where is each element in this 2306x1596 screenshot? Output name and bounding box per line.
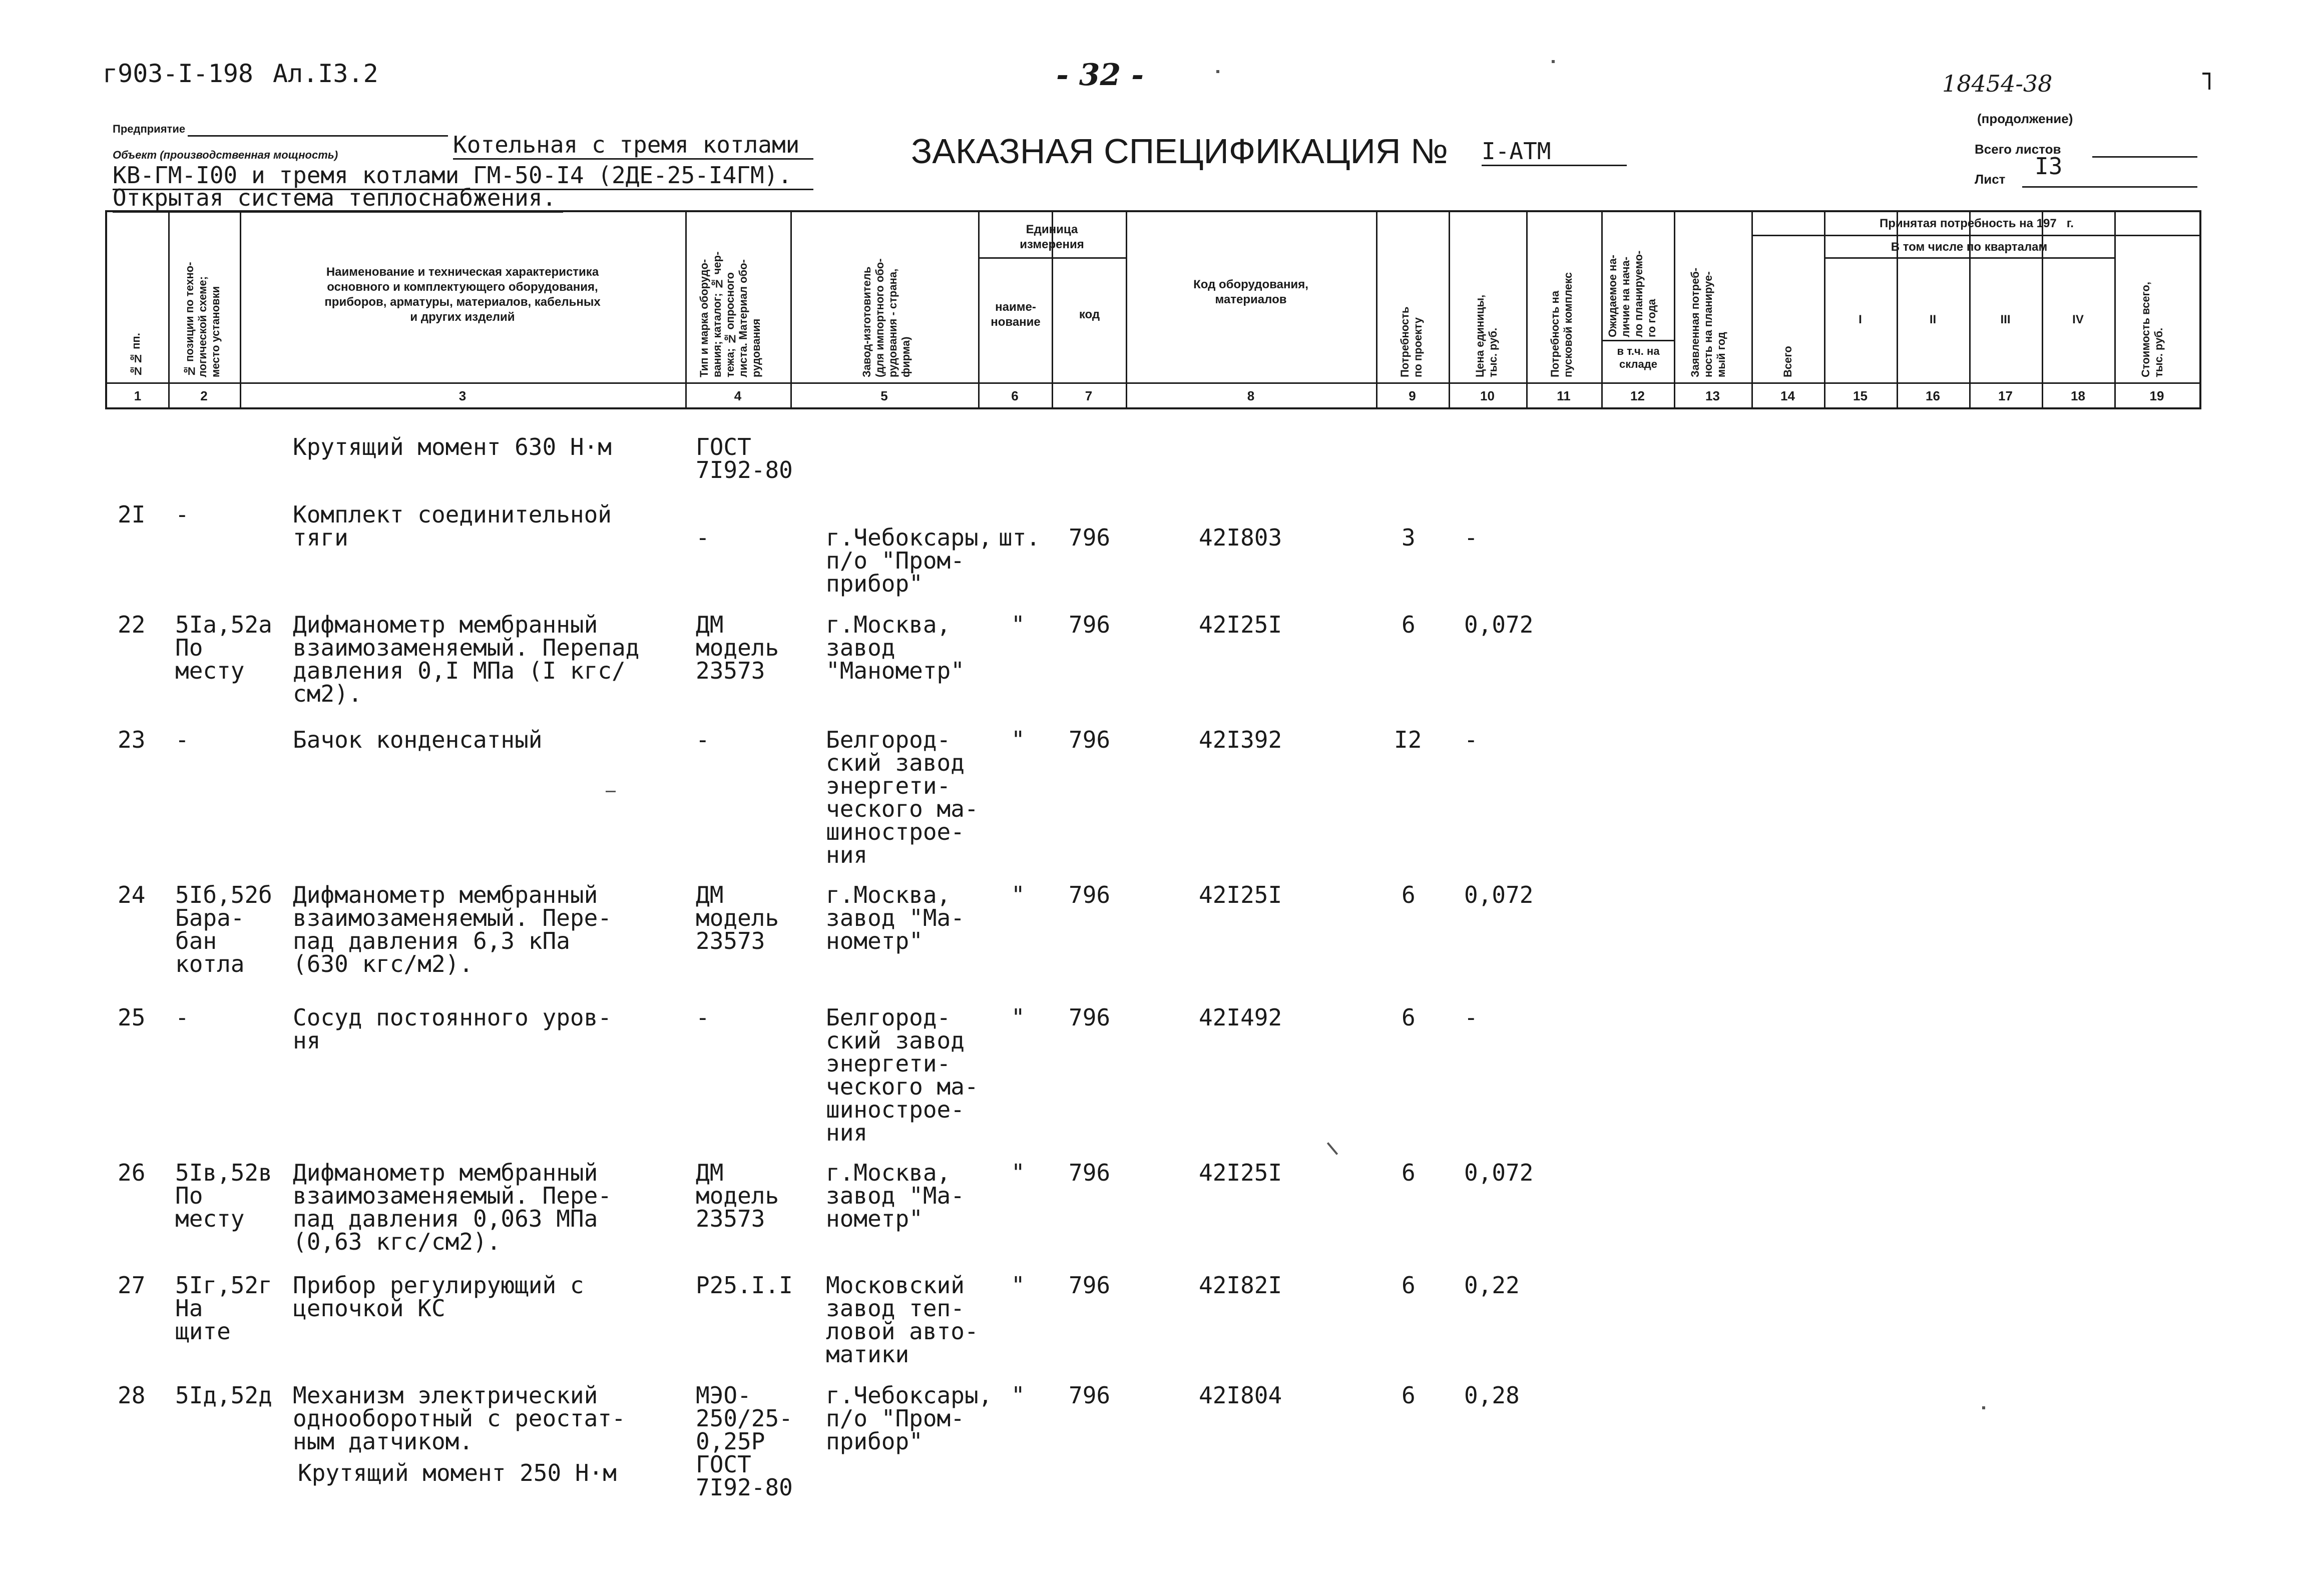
row-name: Комплект соединительной тяги xyxy=(293,501,612,551)
column-number: 11 xyxy=(1557,388,1571,403)
row-quantity: 6 xyxy=(1402,881,1416,908)
row-unit: " xyxy=(1011,726,1025,753)
column-number: 13 xyxy=(1705,388,1720,403)
column-number: 10 xyxy=(1480,388,1495,403)
column-number: 8 xyxy=(1247,388,1255,403)
inventory-number: 18454-38 xyxy=(1942,70,2053,97)
sheet-underline xyxy=(2022,186,2197,188)
object-line-2: КВ-ГМ-I00 и тремя котлами ГМ-50-I4 (2ДЕ-25-I4ГМ). xyxy=(113,162,813,190)
col-header-expected: Ожидаемое на- личие на нача- ло планируемо- го года xyxy=(1606,250,1658,337)
row-unit: " xyxy=(1011,611,1025,638)
row-number: 25 xyxy=(118,1004,146,1031)
row-manufacturer: г.Чебоксары, п/о "Пром- прибор" xyxy=(826,524,993,597)
row-price: 0,072 xyxy=(1464,881,1534,908)
total-sheets-label: Всего листов xyxy=(1975,142,2061,157)
row-quantity: 6 xyxy=(1402,1159,1416,1186)
column-number: 1 xyxy=(134,388,142,403)
column-number: 16 xyxy=(1926,388,1940,403)
row-price: 0,072 xyxy=(1464,611,1534,638)
column-number: 12 xyxy=(1630,388,1645,403)
row-price: 0,072 xyxy=(1464,1159,1534,1186)
col-header-manufacturer: Завод-изготовитель (для импортного обо- рудования - страна, фирма) xyxy=(860,258,912,377)
row-quantity: 6 xyxy=(1402,611,1416,638)
row-unit-code: 796 xyxy=(1069,1004,1111,1031)
row-unit-code: 796 xyxy=(1069,726,1111,753)
row-name: Крутящий момент 630 Н·м xyxy=(293,433,612,460)
row-name: Сосуд постоянного уров- ня xyxy=(293,1004,612,1054)
total-sheets-underline xyxy=(2092,156,2197,158)
row-manufacturer: г.Чебоксары, п/о "Пром- прибор" xyxy=(826,1382,993,1455)
col-header-accepted: Принятая потребность на 197 г. xyxy=(1880,217,2074,230)
col-header-q3: III xyxy=(2000,313,2011,326)
row-position: 5Iд,52д xyxy=(175,1382,272,1409)
scan-speck xyxy=(606,791,616,792)
col-header-q4: IV xyxy=(2072,313,2084,326)
enterprise-underline xyxy=(188,135,448,137)
row-type: МЭО- 250/25- 0,25Р ГОСТ 7I92-80 xyxy=(696,1382,793,1501)
row-type: ДМ модель 23573 xyxy=(696,611,779,684)
object-label: Объект (производственная мощность) xyxy=(113,149,338,161)
column-number: 17 xyxy=(1998,388,2013,403)
scan-speck xyxy=(1327,1142,1338,1155)
row-name: Дифманометр мембранный взаимозаменяемый. Перепад давления 0,I МПа (I кгс/ см2). xyxy=(293,611,640,707)
row-unit-code: 796 xyxy=(1069,881,1111,908)
col-header-equipment-code: Код оборудования, материалов xyxy=(1193,278,1308,306)
scan-speck xyxy=(1552,60,1555,63)
row-quantity: 3 xyxy=(1402,524,1416,551)
column-number: 19 xyxy=(2149,388,2164,403)
row-unit-code: 796 xyxy=(1069,1272,1111,1299)
page-number: - 32 - xyxy=(1056,58,1144,93)
album-number: Ал.I3.2 xyxy=(273,59,378,88)
row-position: 5Iг,52г На щите xyxy=(175,1272,272,1345)
row-price: - xyxy=(1464,524,1478,551)
col-header-unit-name: наиме- нование xyxy=(991,300,1041,329)
column-number: 14 xyxy=(1780,388,1795,403)
object-line-3: Открытая система теплоснабжения. xyxy=(113,184,563,213)
row-number: 24 xyxy=(118,881,146,908)
row-quantity: 6 xyxy=(1402,1272,1416,1299)
row-position: - xyxy=(175,1004,189,1031)
row-unit-code: 796 xyxy=(1069,1382,1111,1409)
row-type: - xyxy=(696,726,710,753)
row-price: 0,28 xyxy=(1464,1382,1520,1409)
row-number: 26 xyxy=(118,1159,146,1186)
row-equipment-code: 42I804 xyxy=(1199,1382,1282,1409)
column-number: 4 xyxy=(734,388,742,403)
col-header-total: Всего xyxy=(1781,346,1794,377)
row-position: 5Iб,52б Бара- бан котла xyxy=(175,881,272,977)
row-name-extra: Крутящий момент 250 Н·м xyxy=(298,1459,617,1486)
scan-speck xyxy=(1216,70,1219,73)
row-equipment-code: 42I25I xyxy=(1199,1159,1282,1186)
row-equipment-code: 42I25I xyxy=(1199,611,1282,638)
row-price: 0,22 xyxy=(1464,1272,1520,1299)
col-header-unit-code: код xyxy=(1079,308,1100,321)
continuation-label: (продолжение) xyxy=(1977,111,2073,126)
specification-number: I-АТМ xyxy=(1482,138,1627,166)
sheet-value: I3 xyxy=(2035,153,2063,180)
row-price: - xyxy=(1464,1004,1478,1031)
row-type: ГОСТ 7I92-80 xyxy=(696,433,793,483)
row-number: 23 xyxy=(118,726,146,753)
row-quantity: 6 xyxy=(1402,1004,1416,1031)
row-unit: " xyxy=(1011,1004,1025,1031)
row-manufacturer: Белгород- ский завод энергети- ческого ма- шинострое- ния xyxy=(826,726,979,868)
row-number: 2I xyxy=(118,501,146,528)
sheet-label: Лист xyxy=(1975,172,2006,187)
row-name: Дифманометр мембранный взаимозаменяемый. Пере- пад давления 6,3 кПа (630 кгс/м2). xyxy=(293,881,612,977)
row-manufacturer: г.Москва, завод "Манометр" xyxy=(826,611,965,684)
col-header-q1: I xyxy=(1859,313,1862,326)
row-unit-code: 796 xyxy=(1069,611,1111,638)
row-type: ДМ модель 23573 xyxy=(696,1159,779,1232)
row-unit-code: 796 xyxy=(1069,1159,1111,1186)
row-type: ДМ модель 23573 xyxy=(696,881,779,954)
row-position: 5Iв,52в По месту xyxy=(175,1159,272,1232)
col-header-declared: Заявленная потреб- ность на планируе- мый год xyxy=(1689,267,1727,377)
row-number: 28 xyxy=(118,1382,146,1409)
enterprise-label: Предприятие xyxy=(113,123,186,135)
corner-mark xyxy=(2202,73,2210,90)
scan-speck xyxy=(1982,1406,1985,1409)
column-number: 5 xyxy=(880,388,888,403)
row-name: Прибор регулирующий с цепочкой КС xyxy=(293,1272,584,1322)
specification-header-table xyxy=(105,210,2201,409)
row-unit: " xyxy=(1011,1382,1025,1409)
row-name: Бачок конденсатный xyxy=(293,726,543,753)
row-number: 22 xyxy=(118,611,146,638)
column-number: 2 xyxy=(200,388,208,403)
col-header-number: №№ пп. xyxy=(130,333,142,377)
row-equipment-code: 42I392 xyxy=(1199,726,1282,753)
row-unit-code: 796 xyxy=(1069,524,1111,551)
row-type: Р25.I.I xyxy=(696,1272,793,1299)
column-number: 6 xyxy=(1011,388,1019,403)
row-equipment-code: 42I25I xyxy=(1199,881,1282,908)
col-header-in-stock: в т.ч. на складе xyxy=(1617,345,1660,370)
col-header-name: Наименование и техническая характеристика основного и комплектующего оборудования, приборов, арматуры, материалов, кабельных и других изделий xyxy=(324,265,601,324)
row-unit: " xyxy=(1011,1272,1025,1299)
row-name: Дифманометр мембранный взаимозаменяемый. Пере- пад давления 0,063 МПа (0,63 кгс/см2). xyxy=(293,1159,612,1255)
row-unit: " xyxy=(1011,881,1025,908)
col-header-project-qty: Потребность по проекту xyxy=(1399,306,1424,377)
column-number: 15 xyxy=(1853,388,1868,403)
col-header-unit: Единица измерения xyxy=(1020,223,1084,251)
row-quantity: 6 xyxy=(1402,1382,1416,1409)
document-code: г903-I-198 xyxy=(103,59,254,88)
row-equipment-code: 42I82I xyxy=(1199,1272,1282,1299)
column-number: 18 xyxy=(2071,388,2085,403)
row-price: - xyxy=(1464,726,1478,753)
row-equipment-code: 42I492 xyxy=(1199,1004,1282,1031)
column-number: 3 xyxy=(458,388,467,403)
col-header-q2: II xyxy=(1929,313,1937,326)
column-number: 7 xyxy=(1085,388,1093,403)
row-type: - xyxy=(696,524,710,551)
page-title: ЗАКАЗНАЯ СПЕЦИФИКАЦИЯ № xyxy=(911,132,1449,171)
col-header-quarters: В том числе по кварталам xyxy=(1891,240,2048,254)
col-header-position: № позиции по техно- логической схеме; место установки xyxy=(183,262,222,377)
object-line-1: Котельная с тремя котлами xyxy=(453,131,813,160)
col-header-cost: Стоимость всего, тыс. руб. xyxy=(2139,282,2165,377)
row-position: 5Iа,52а По месту xyxy=(175,611,272,684)
row-manufacturer: г.Москва, завод "Ма- нометр" xyxy=(826,881,965,954)
col-header-type: Тип и марка оборудо- вания; каталог; № чер- тежа; № опросного листа. Материал обо- рудования xyxy=(698,251,762,377)
row-manufacturer: Белгород- ский завод энергети- ческого ма- шинострое- ния xyxy=(826,1004,979,1146)
col-header-unit-price: Цена единицы, тыс. руб. xyxy=(1474,294,1499,377)
row-position: - xyxy=(175,501,189,528)
col-header-startup: Потребность на пусковой комплекс xyxy=(1549,272,1574,377)
row-equipment-code: 42I803 xyxy=(1199,524,1282,551)
row-manufacturer: Московский завод теп- ловой авто- матики xyxy=(826,1272,979,1368)
row-quantity: I2 xyxy=(1394,726,1422,753)
row-manufacturer: г.Москва, завод "Ма- нометр" xyxy=(826,1159,965,1232)
row-unit: шт. xyxy=(999,524,1041,551)
row-position: - xyxy=(175,726,189,753)
row-name: Механизм электрический однооборотный с реостат- ным датчиком. xyxy=(293,1382,626,1455)
row-number: 27 xyxy=(118,1272,146,1299)
row-type: - xyxy=(696,1004,710,1031)
column-number: 9 xyxy=(1409,388,1416,403)
row-unit: " xyxy=(1011,1159,1025,1186)
